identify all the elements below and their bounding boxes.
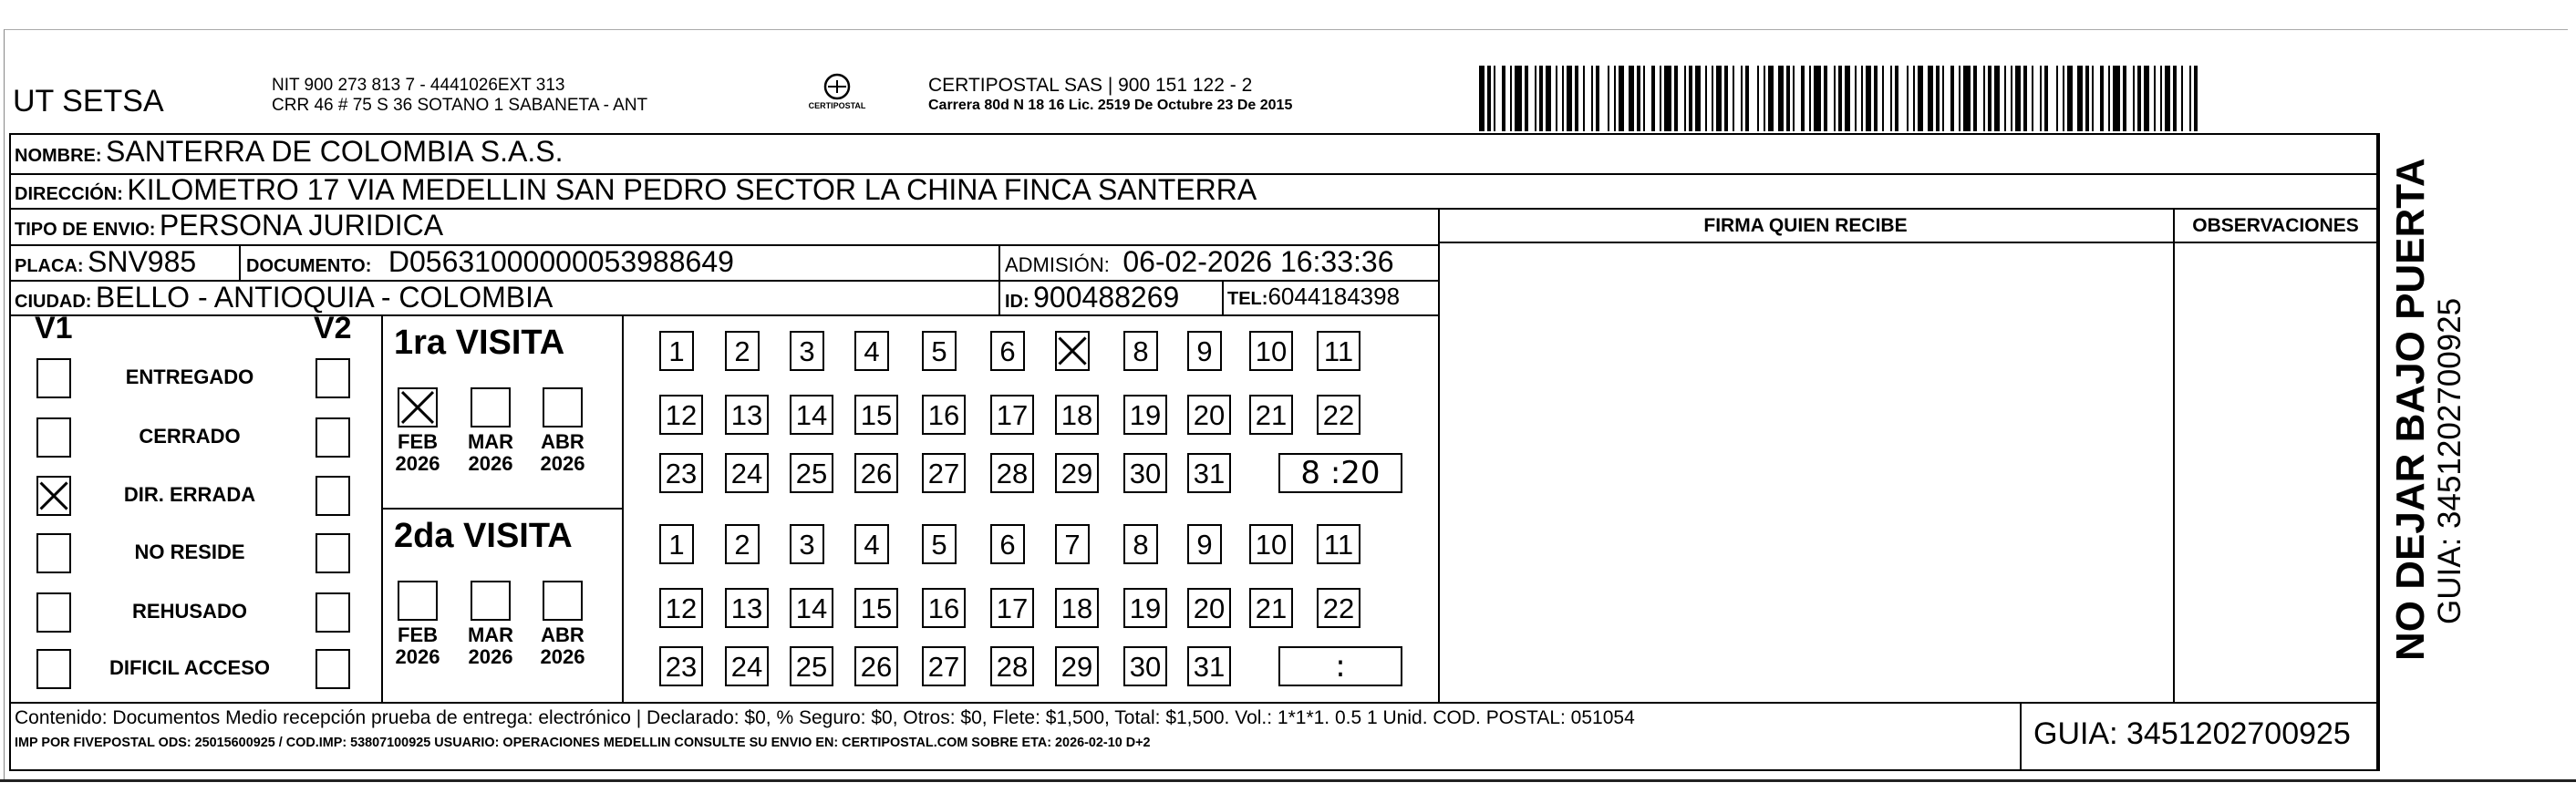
day-box[interactable] <box>1055 331 1090 371</box>
v1-checkbox[interactable] <box>36 533 71 573</box>
side-guia: GUIA: 3451202700925 <box>2432 297 2467 624</box>
tel-value: 6044184398 <box>1267 283 1401 310</box>
admision-value: 06-02-2026 16:33:36 <box>1122 245 1394 278</box>
side-note <box>2389 158 2467 661</box>
barcode-bar <box>2123 66 2126 131</box>
barcode-bar <box>1494 66 1495 131</box>
day-box[interactable]: 13 <box>725 395 769 435</box>
v1-checkbox[interactable] <box>36 358 71 398</box>
month-checkbox[interactable] <box>471 387 511 427</box>
month-checkbox[interactable] <box>471 581 511 621</box>
documento-cell <box>246 245 734 279</box>
ciudad-cell <box>15 281 553 314</box>
day-box[interactable]: 12 <box>659 588 703 628</box>
barcode-bar <box>1963 66 1971 131</box>
month-label: MAR <box>467 623 514 646</box>
day-box[interactable]: 6 <box>990 524 1025 564</box>
barcode-bar <box>2133 66 2135 131</box>
day-box[interactable]: 15 <box>854 395 898 435</box>
v2-checkbox[interactable] <box>316 592 350 633</box>
barcode-bar <box>1824 66 1827 131</box>
v1-checkbox[interactable] <box>36 649 71 689</box>
barcode-bar <box>1928 66 1933 131</box>
time-box[interactable]: 8 :20 <box>1278 453 1402 493</box>
day-box[interactable]: 6 <box>990 331 1025 371</box>
v1-checkbox[interactable] <box>36 592 71 633</box>
barcode-bar <box>1591 66 1593 131</box>
nombre-value: SANTERRA DE COLOMBIA S.A.S. <box>106 135 564 168</box>
barcode-bar <box>1778 66 1784 131</box>
month-label: FEB <box>398 430 438 453</box>
footer-contenido: Contenido: Documentos Medio recepción prueba de entrega: electrónico | Declarado: $0, % Seguro: $0, Otros: $0, Flete: $1,500, Total: $1,500. Vol.: 1*1*1. 0.5 1 Unid. COD. POSTAL: 051054 <box>15 707 1635 728</box>
day-box[interactable]: 30 <box>1123 453 1167 493</box>
nombre-row <box>15 135 563 169</box>
footer-guia: GUIA: 3451202700925 <box>2033 716 2351 751</box>
barcode-bar <box>1838 66 1842 131</box>
barcode-bar <box>1562 66 1564 131</box>
barcode-bar <box>1890 66 1892 131</box>
day-box[interactable]: 18 <box>1055 588 1099 628</box>
day-box[interactable]: 23 <box>659 646 703 686</box>
certipostal-title: CERTIPOSTAL SAS | 900 151 122 - 2 <box>928 75 1253 96</box>
day-box[interactable]: 20 <box>1187 588 1231 628</box>
barcode-bar <box>2165 66 2170 131</box>
barcode-bar <box>2040 66 2042 131</box>
barcode-bar <box>1712 66 1713 131</box>
company-nit: NIT 900 273 813 7 - 4441026EXT 313 <box>272 76 565 95</box>
day-box[interactable]: 5 <box>922 524 957 564</box>
footer-imp-line: IMP POR FIVEPOSTAL ODS: 25015600925 / COD.IMP: 53807100925 USUARIO: OPERACIONES MEDELLIN CONSULTE SU ENVIO EN: CERTIPOSTAL.COM SOBRE ETA: 2026-02-10 D+2 <box>15 735 1151 750</box>
barcode-bar <box>2173 66 2177 131</box>
admision-cell <box>1005 245 1394 279</box>
row-divider <box>381 508 622 510</box>
barcode-bar <box>1764 66 1765 131</box>
day-box[interactable]: 25 <box>790 646 833 686</box>
v1-checkbox[interactable] <box>36 417 71 458</box>
barcode-bar <box>2023 66 2027 131</box>
day-box[interactable]: 24 <box>725 453 769 493</box>
barcode-bar <box>2067 66 2073 131</box>
day-box[interactable]: 24 <box>725 646 769 686</box>
barcode-bar <box>1651 66 1655 131</box>
visit-title: 1ra VISITA <box>394 324 565 362</box>
day-box[interactable]: 5 <box>922 331 957 371</box>
barcode-bar <box>2011 66 2012 131</box>
v2-checkbox[interactable] <box>316 533 350 573</box>
barcode-bar <box>1546 66 1551 131</box>
tel-cell <box>1227 283 1400 311</box>
barcode-bar <box>2063 66 2064 131</box>
barcode-bar <box>1539 66 1543 131</box>
day-box[interactable]: 23 <box>659 453 703 493</box>
day-box[interactable]: 10 <box>1249 524 1293 564</box>
barcode-bar <box>1637 66 1640 131</box>
barcode-bar <box>2137 66 2141 131</box>
nombre-label: NOMBRE: <box>15 146 102 166</box>
barcode-bar <box>1950 66 1954 131</box>
day-box[interactable]: 14 <box>790 588 833 628</box>
barcode-bar <box>1874 66 1878 131</box>
barcode-bar <box>1918 66 1923 131</box>
v2-checkbox[interactable] <box>316 417 350 458</box>
barcode-bar <box>1936 66 1940 131</box>
month-label: ABR <box>541 430 585 453</box>
barcode-bar <box>1988 66 1991 131</box>
barcode-bar <box>2015 66 2021 131</box>
col-divider <box>622 314 624 702</box>
barcode-bar <box>1660 66 1661 131</box>
status-label: NO RESIDE <box>134 541 245 563</box>
barcode-bar <box>1535 66 1536 131</box>
barcode-bar <box>1643 66 1645 131</box>
barcode-bar <box>1716 66 1722 131</box>
barcode-bar <box>1907 66 1909 131</box>
row-divider <box>1438 242 2378 243</box>
direccion-label: DIRECCIÓN: <box>15 184 123 204</box>
barcode-bar <box>1861 66 1863 131</box>
barcode-bar <box>2077 66 2083 131</box>
certipostal-subtitle: Carrera 80d N 18 16 Lic. 2519 De Octubre 23 De 2015 <box>928 98 1293 113</box>
id-cell <box>1005 281 1179 314</box>
day-box[interactable]: 3 <box>790 331 824 371</box>
month-year: 2026 <box>540 645 585 668</box>
barcode-bar <box>2032 66 2033 131</box>
barcode-bar <box>1866 66 1871 131</box>
day-box[interactable]: 16 <box>922 588 966 628</box>
status-label: ENTREGADO <box>125 366 254 388</box>
bottom-bleed <box>0 779 2576 782</box>
barcode-bar <box>1741 66 1743 131</box>
barcode-bar <box>1684 66 1686 131</box>
month-label: FEB <box>398 623 438 646</box>
barcode-bar <box>2154 66 2156 131</box>
month-label: ABR <box>541 623 585 646</box>
day-box[interactable]: 22 <box>1317 395 1360 435</box>
tel-label: TEL: <box>1227 289 1268 309</box>
barcode-bar <box>2194 66 2198 131</box>
v2-checkbox[interactable] <box>316 476 350 516</box>
col-divider <box>1438 208 1440 702</box>
admision-label: ADMISIÓN: <box>1005 253 1110 276</box>
day-box[interactable]: 28 <box>990 646 1034 686</box>
documento-value: D05631000000053988649 <box>388 245 734 278</box>
barcode-bar <box>1913 66 1915 131</box>
status-label: CERRADO <box>139 425 241 448</box>
col-divider <box>998 244 1000 314</box>
barcode-bar <box>1619 66 1624 131</box>
barcode-bar <box>2044 66 2048 131</box>
barcode-bar <box>1487 66 1491 131</box>
barcode-bar <box>1502 66 1505 131</box>
day-box[interactable]: 1 <box>659 331 694 371</box>
day-box[interactable]: 19 <box>1123 588 1167 628</box>
id-value: 900488269 <box>1033 281 1180 314</box>
day-box[interactable]: 26 <box>854 453 898 493</box>
day-box[interactable]: 27 <box>922 453 966 493</box>
barcode-bar <box>1695 66 1701 131</box>
certipostal-logo <box>810 71 864 117</box>
barcode-bar <box>2108 66 2110 131</box>
visit-title: 2da VISITA <box>394 517 573 555</box>
day-box[interactable]: 8 <box>1123 331 1158 371</box>
day-box[interactable]: 20 <box>1187 395 1231 435</box>
id-label: ID: <box>1005 292 1029 312</box>
barcode-bar <box>1745 66 1749 131</box>
barcode-bar <box>1733 66 1734 131</box>
barcode-bar <box>1705 66 1707 131</box>
ciudad-value: BELLO - ANTIOQUIA - COLOMBIA <box>95 281 553 314</box>
time-box[interactable]: : <box>1278 646 1402 686</box>
barcode-bar <box>1942 66 1944 131</box>
day-box[interactable]: 21 <box>1249 395 1293 435</box>
observaciones-header: OBSERVACIONES <box>2192 215 2359 236</box>
day-box[interactable]: 19 <box>1123 395 1167 435</box>
barcode-bar <box>1845 66 1850 131</box>
day-box[interactable]: 18 <box>1055 395 1099 435</box>
day-box[interactable]: 1 <box>659 524 694 564</box>
v2-header: V2 <box>314 311 352 345</box>
barcode-bar <box>1525 66 1528 131</box>
day-box[interactable]: 2 <box>725 331 760 371</box>
barcode-bar <box>1959 66 1960 131</box>
barcode-bar <box>1583 66 1585 131</box>
barcode <box>1479 66 2204 131</box>
tipo-label: TIPO DE ENVIO: <box>15 220 156 240</box>
barcode-bar <box>1479 66 1485 131</box>
month-year: 2026 <box>468 452 513 475</box>
day-box[interactable]: 25 <box>790 453 833 493</box>
placa-value: SNV985 <box>88 245 197 278</box>
tipo-value: PERSONA JURIDICA <box>159 209 444 242</box>
barcode-bar <box>1786 66 1790 131</box>
barcode-bar <box>2181 66 2183 131</box>
barcode-bar <box>1834 66 1836 131</box>
barcode-bar <box>2113 66 2120 131</box>
barcode-bar <box>1895 66 1898 131</box>
day-box[interactable]: 11 <box>1317 524 1360 564</box>
month-year: 2026 <box>540 452 585 475</box>
day-box[interactable]: 31 <box>1187 453 1231 493</box>
side-no-dejar: NO DEJAR BAJO PUERTA <box>2388 158 2433 661</box>
barcode-bar <box>2004 66 2006 131</box>
v2-checkbox[interactable] <box>316 358 350 398</box>
day-box[interactable]: 14 <box>790 395 833 435</box>
barcode-bar <box>2092 66 2094 131</box>
tipo-row <box>15 209 443 242</box>
day-box[interactable]: 17 <box>990 395 1034 435</box>
barcode-bar <box>1596 66 1599 131</box>
row-divider <box>9 314 1438 316</box>
barcode-bar <box>1724 66 1728 131</box>
col-divider <box>2378 133 2380 771</box>
day-box[interactable]: 11 <box>1317 331 1360 371</box>
barcode-bar <box>1629 66 1634 131</box>
barcode-bar <box>1757 66 1759 131</box>
ciudad-label: CIUDAD: <box>15 292 92 312</box>
barcode-bar <box>1689 66 1692 131</box>
col-divider <box>2020 702 2022 771</box>
day-box[interactable]: 9 <box>1187 524 1222 564</box>
barcode-bar <box>1809 66 1811 131</box>
barcode-bar <box>1882 66 1884 131</box>
barcode-bar <box>1614 66 1616 131</box>
certipostal-logo-text: CERTIPOSTAL <box>808 101 866 110</box>
day-box[interactable]: 16 <box>922 395 966 435</box>
day-box[interactable]: 28 <box>990 453 1034 493</box>
day-box[interactable]: 29 <box>1055 453 1099 493</box>
day-box[interactable]: 9 <box>1187 331 1222 371</box>
barcode-bar <box>1973 66 1977 131</box>
day-box[interactable]: 3 <box>790 524 824 564</box>
barcode-bar <box>1674 66 1678 131</box>
barcode-bar <box>2144 66 2149 131</box>
barcode-bar <box>2056 66 2058 131</box>
direccion-value: KILOMETRO 17 VIA MEDELLIN SAN PEDRO SECTOR LA CHINA FINCA SANTERRA <box>127 173 1257 206</box>
day-box[interactable]: 15 <box>854 588 898 628</box>
barcode-bar <box>1515 66 1522 131</box>
day-box[interactable]: 17 <box>990 588 1034 628</box>
v1-header: V1 <box>35 311 73 345</box>
day-box[interactable]: 27 <box>922 646 966 686</box>
documento-label: DOCUMENTO: <box>246 256 372 276</box>
month-checkbox[interactable] <box>398 387 438 427</box>
barcode-bar <box>1793 66 1795 131</box>
day-box[interactable]: 4 <box>854 331 889 371</box>
footer-divider <box>9 702 2378 704</box>
company-address: CRR 46 # 75 S 36 SOTANO 1 SABANETA - ANT <box>272 96 648 115</box>
barcode-bar <box>1567 66 1572 131</box>
day-box[interactable]: 22 <box>1317 588 1360 628</box>
barcode-bar <box>1855 66 1857 131</box>
day-box[interactable]: 4 <box>854 524 889 564</box>
barcode-bar <box>1575 66 1578 131</box>
barcode-bar <box>1801 66 1805 131</box>
direccion-row <box>15 173 1257 207</box>
day-box[interactable]: 2 <box>725 524 760 564</box>
barcode-bar <box>1608 66 1609 131</box>
col-divider <box>2173 208 2175 702</box>
barcode-bar <box>1510 66 1512 131</box>
day-box[interactable]: 8 <box>1123 524 1158 564</box>
month-checkbox[interactable] <box>543 387 583 427</box>
day-box[interactable]: 12 <box>659 395 703 435</box>
month-year: 2026 <box>468 645 513 668</box>
status-label: DIR. ERRADA <box>123 483 256 506</box>
month-checkbox[interactable] <box>398 581 438 621</box>
firma-header: FIRMA QUIEN RECIBE <box>1703 215 1908 236</box>
barcode-bar <box>1994 66 2000 131</box>
day-box[interactable]: 13 <box>725 588 769 628</box>
barcode-bar <box>2085 66 2089 131</box>
brand-name: UT SETSA <box>13 84 164 118</box>
barcode-bar <box>1556 66 1557 131</box>
day-box[interactable]: 10 <box>1249 331 1293 371</box>
barcode-bar <box>1983 66 1985 131</box>
month-label: MAR <box>467 430 514 453</box>
barcode-bar <box>1664 66 1671 131</box>
v1-checkbox[interactable] <box>36 476 71 516</box>
day-box[interactable]: 21 <box>1249 588 1293 628</box>
month-checkbox[interactable] <box>543 581 583 621</box>
placa-label: PLACA: <box>15 256 84 276</box>
barcode-bar <box>1814 66 1821 131</box>
v2-checkbox[interactable] <box>316 649 350 689</box>
barcode-bar <box>2189 66 2191 131</box>
barcode-bar <box>2160 66 2162 131</box>
day-box[interactable]: 31 <box>1187 646 1231 686</box>
day-box[interactable]: 7 <box>1055 524 1090 564</box>
status-label: DIFICIL ACCESO <box>109 656 270 679</box>
day-box[interactable]: 29 <box>1055 646 1099 686</box>
placa-cell <box>15 245 196 279</box>
barcode-bar <box>2100 66 2104 131</box>
month-year: 2026 <box>395 452 440 475</box>
col-divider <box>239 244 241 280</box>
status-label: REHUSADO <box>132 600 247 623</box>
col-divider <box>1222 280 1224 314</box>
barcode-bar <box>1768 66 1774 131</box>
day-box[interactable]: 30 <box>1123 646 1167 686</box>
month-year: 2026 <box>395 645 440 668</box>
day-box[interactable]: 26 <box>854 646 898 686</box>
